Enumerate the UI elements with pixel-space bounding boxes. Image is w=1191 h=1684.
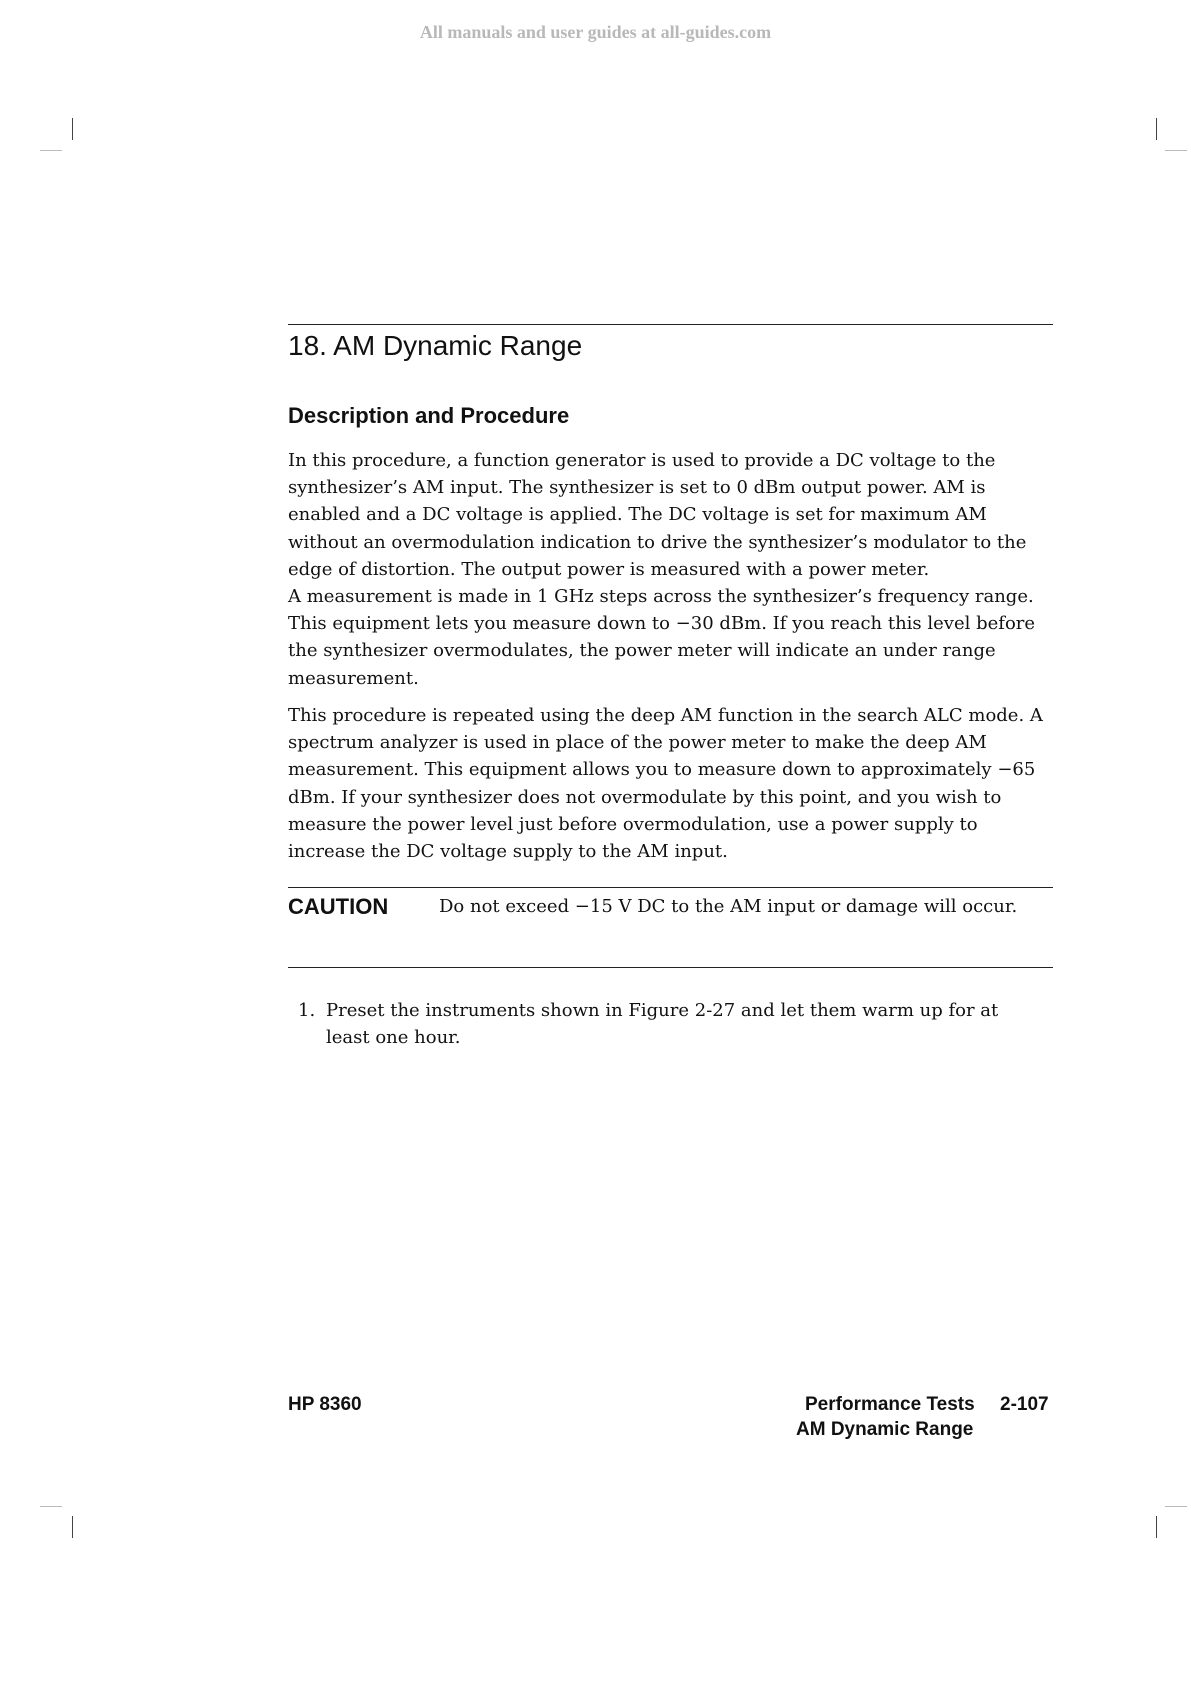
paragraph-deep-am: This procedure is repeated using the deep AM function in the search ALC mode. A spectrum analyzer is used in place of the power meter to make the deep AM measurement. This equipment allows you to measure down to approximately −65 dBm. If your synthesizer does not overmodulate by this point, and you wish to measure the power level just before overmodulation, use a power supply to increase the DC voltage supply to the AM input. bbox=[288, 705, 1043, 863]
section-top-rule bbox=[288, 324, 1053, 325]
footer-model: HP 8360 bbox=[288, 1394, 362, 1415]
crop-mark bbox=[72, 118, 73, 140]
footer-page-number: 2-107 bbox=[1000, 1394, 1049, 1415]
caution-top-rule bbox=[288, 887, 1053, 888]
crop-mark bbox=[72, 1516, 73, 1538]
caution-bottom-rule bbox=[288, 967, 1053, 968]
crop-mark bbox=[1165, 1506, 1187, 1507]
crop-mark bbox=[1156, 118, 1157, 140]
caution-label: CAUTION bbox=[288, 894, 389, 919]
caution-text: Do not exceed −15 V DC to the AM input or damage will occur. bbox=[439, 896, 1018, 917]
crop-mark bbox=[40, 1506, 62, 1507]
watermark: All manuals and user guides at all-guides.com bbox=[419, 22, 772, 42]
crop-mark bbox=[40, 150, 62, 151]
paragraph-measurement: A measurement is made in 1 GHz steps across the synthesizer’s frequency range. This equipment lets you measure down to −30 dBm. If you reach this level before the synthesizer overmodulates, the power meter will indicate an under range measurement. bbox=[288, 586, 1036, 689]
subsection-title: Description and Procedure bbox=[288, 403, 570, 428]
section-title: 18. AM Dynamic Range bbox=[288, 330, 583, 361]
step-text: Preset the instruments shown in Figure 2-27 and let them warm up for at least one hour. bbox=[326, 1000, 999, 1048]
paragraph-intro: In this procedure, a function generator is used to provide a DC voltage to the synthesizer’s AM input. The synthesizer is set to 0 dBm output power. AM is enabled and a DC voltage is applied. The DC voltage is set for maximum AM without an overmodulation indication to drive the synthesizer’s modulator to the edge of distortion. The output power is measured with a power meter. bbox=[288, 450, 1027, 580]
footer-subsection: AM Dynamic Range bbox=[796, 1419, 974, 1440]
crop-mark bbox=[1165, 150, 1187, 151]
crop-mark bbox=[1156, 1516, 1157, 1538]
footer-section: Performance Tests bbox=[805, 1394, 975, 1415]
step-number: 1. bbox=[298, 1000, 316, 1021]
